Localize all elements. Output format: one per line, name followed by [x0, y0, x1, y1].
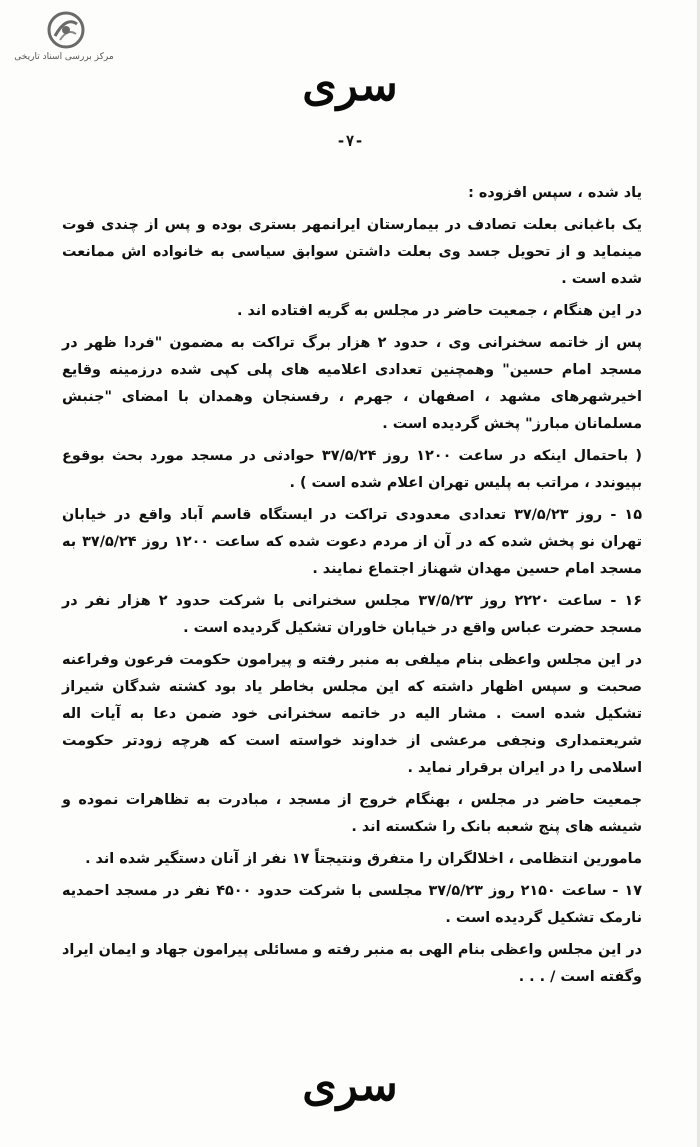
paragraph: یاد شده ، سپس افزوده :: [468, 185, 642, 201]
paragraph: پس از خاتمه سخنرانی وی ، حدود ۲ هزار برگ تراکت به مضمون "فردا ظهر در مسجد امام حسین" وهمچنین تعدادی اعلامیه های پلی کپی شده درزمینه وقایع اخیرشهرهای مشهد ، اصفهان ، جهرم ، رفسنجان وهمدان با امضای "جنبش مسلمانان مبارز" پخش گردیده است .: [62, 335, 643, 432]
paragraph: در این مجلس واعظی بنام میلفی به منبر رفته و پیرامون حکومت فرعون وفراعنه صحبت و سپس اظهار داشته که این مجلس بخاطر یاد بود کشته شدگان شیراز تشکیل شده است . مشار الیه در خاتمه سخنرانی خود ضمن دعا به آیات اله شریعتمداری ونجفی مرعشی از خداوند خواسته است که هرچه زودتر حکومت اسلامی را در ایران برقرار نماید .: [62, 652, 642, 776]
paragraph: ۱۶ - ساعت ۲۲۲۰ روز ۳۷/۵/۲۳ مجلس سخنرانی با شرکت حدود ۲ هزار نفر در مسجد حضرت عباس واقع در خیابان خاوران تشکیل گردیده است .: [62, 593, 643, 636]
archive-center-logo-icon: [46, 10, 86, 50]
classification-stamp-bottom: سری: [302, 1060, 398, 1111]
document-body: [62, 180, 642, 996]
classification-stamp-top: سری: [302, 60, 398, 111]
paragraph: ۱۵ - روز ۳۷/۵/۲۳ تعدادی معدودی تراکت در ایستگاه قاسم آباد واقع در خیابان تهران نو پخش شده که در آن از مردم دعوت شده که ساعت ۱۲۰۰ روز ۳۷/۵/۲۴ به مسجد امام حسین مهدان شهناز اجتماع نمایند .: [62, 507, 642, 577]
paragraph: در این مجلس واعظی بنام الهی به منبر رفته و مسائلی پیرامون جهاد و ایمان ایراد وگفته است / . . .: [62, 942, 642, 985]
paragraph: جمعیت حاضر در مجلس ، بهنگام خروج از مسجد ، مبادرت به تظاهرات نموده و شیشه های پنج شعبه بانک را شکسته اند .: [62, 792, 642, 835]
paragraph: یک باغبانی بعلت تصادف در بیمارستان ایرانمهر بستری بوده و پس از چندی فوت مینماید و از تحویل جسد وی بعلت داشتن سوابق سیاسی به خانواده اش ممانعت شده است .: [62, 217, 642, 287]
paragraph: ( باحتمال اینکه در ساعت ۱۲۰۰ روز ۳۷/۵/۲۴ حوادثی در مسجد مورد بحث بوقوع بپیوندد ، مراتب به پلیس تهران اعلام شده است ) .: [62, 448, 642, 491]
paragraph: مامورین انتظامی ، اخلالگران را متفرق ونتیجتاً ۱۷ نفر از آنان دستگیر شده اند .: [85, 851, 642, 867]
page-number: -۷-: [336, 132, 364, 150]
paragraph: در این هنگام ، جمعیت حاضر در مجلس به گریه افتاده اند .: [237, 303, 642, 319]
archive-logo-text: مرکز بررسی اسناد تاریخی: [14, 52, 114, 62]
paragraph: ۱۷ - ساعت ۲۱۵۰ روز ۳۷/۵/۲۳ مجلسی با شرکت حدود ۴۵۰۰ نفر در مسجد احمدیه نارمک تشکیل گردیده است .: [62, 883, 643, 926]
